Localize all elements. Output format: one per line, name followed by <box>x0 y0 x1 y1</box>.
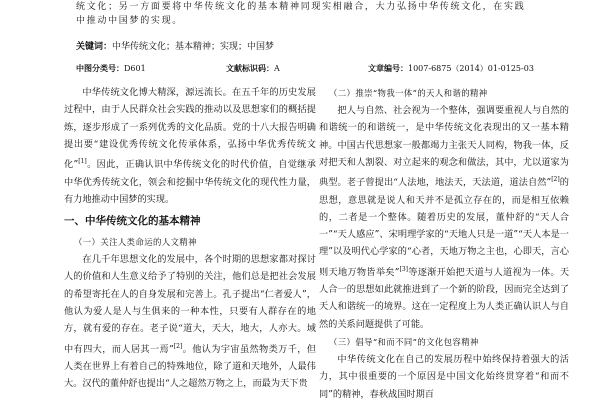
doc-code-label: 文献标识码： <box>226 64 274 73</box>
section-1-2-paragraph <box>319 102 569 333</box>
intro-citation: [1] <box>78 158 87 166</box>
section-1-2-citation-b: [3] <box>399 265 408 273</box>
abstract-line-2: 中推动中国梦的实现。 <box>76 16 184 26</box>
keywords-line <box>76 41 556 54</box>
keywords-label: 关键词： <box>76 42 113 52</box>
section-1-2-heading: （二）推崇“物我一体”的天人和谐的精神 <box>329 88 488 98</box>
section-1-1-paragraph <box>64 251 316 392</box>
abstract-tail <box>76 0 531 28</box>
section-1-3-heading: （三）倡导“和而不同”的文化包容精神 <box>329 336 479 347</box>
section-1-1-citation: [2] <box>173 342 183 350</box>
right-column <box>319 84 569 403</box>
section-1-2-text-a: 把人与自然、社会视为一个整体，强调要重视人与自然的和谐统一的和谐统一，是中华传统文化表现出的又一基本精神。中国古代思想家一般都竭力主张天人同构，物我一体，反对把天和人割裂、对立起来的观念和做法，其中，尤以道家为典型。老子曾提出“人法地，地法天，天法道，道法自然” <box>319 105 569 189</box>
section-1-heading: 一、中华传统文化的基本精神 <box>64 215 201 228</box>
intro-text-a: 中华传统文化博大精深，源远流长。在五千年的历史发展过程中，由于人民群众社会实践的推动以及思想家们的概括提炼，逐步形成了一系列优秀的文化品质。党的十八大报告明确提出要“建设优秀传统文化传承体系，弘扬中华优秀传统文化” <box>64 87 316 171</box>
intro-paragraph <box>64 84 316 208</box>
keywords-value: 中华传统文化；基本精神；实现；中国梦 <box>112 42 275 52</box>
classification-line <box>76 63 566 75</box>
article-number-label: 文章编号： <box>368 64 408 73</box>
section-1-1-heading: （一）关注人类命运的人文精神 <box>74 237 197 248</box>
section-1-2-text-b: 的思想，意思就是说人和天并不是孤立存在的，而是相互依赖的，二者是一个整体。随着历史的发展，董仲舒的“天人合一”“天人感应”、宋明理学家的“天地人只是一道”“天人本是一理”以及明代心学家的“心者，天地万物之主也，心即天，言心则天地万物皆举矣” <box>319 177 569 278</box>
left-column <box>64 84 316 393</box>
clc-value: D601 <box>124 64 146 73</box>
clc-label: 中图分类号： <box>76 64 124 73</box>
section-1-2-citation-a: [2] <box>551 176 560 184</box>
abstract-line-1: 统文化；另一方面要将中华传统文化的基本精神同现实相融合，大力弘扬中华传统文化，在实践 <box>76 2 526 12</box>
section-1-2-text-c: 等逐渐开始把天道与人道视为一体。天人合一的思想如此就推进到了一个新的阶段，因而完全达到了天人和谐统一的境界。这在一定程度上为人类正确认识人与自然的关系问题提供了可能。 <box>319 266 570 330</box>
section-1-3-paragraph: 中华传统文化在自己的发展历程中始终保持着强大的活力，其中很重要的一个原因是中国文化始终贯穿着“和而不同”的精神，春秋战国时期百 <box>319 353 569 400</box>
intro-text-b: 。因此，正确认识中华传统文化的时代价值，自觉继承中华优秀传统文化，领会和挖掘中华传统文化的现代性力量，有力地推动中国梦的实现。 <box>64 159 316 205</box>
doc-code-value: A <box>274 64 280 73</box>
article-number-value: 1007-6875（2014）01-0125-03 <box>408 64 534 73</box>
section-1-1-text-a: 在几千年思想文化的发展中，各个时期的思想家都对探讨人的价值和人生意义给予了特别的关注，他们总是把社会发展的希望寄托在人的自身发展和完善上。孔子提出“仁者爱人”，他认为爱人是人与生俱来的一种本性，只要有人群存在的地方，就有爱的存在。老子说“道大，天大，地大，人亦大。域中有四大，而人居其一焉” <box>64 254 316 355</box>
section-1-1-text-b: 。他认为宇宙虽然物类万千，但人类在世界上有着自己的特殊地位，除了道和天地外，人最伟大。汉代的董仲舒也提出“人之超然万物之上，而最为天下贵 <box>64 343 317 390</box>
